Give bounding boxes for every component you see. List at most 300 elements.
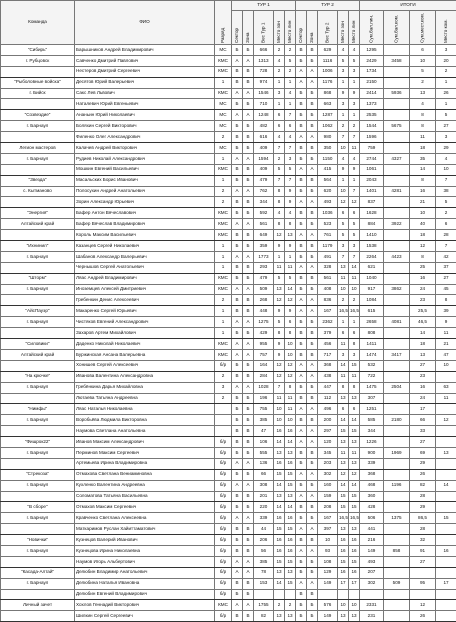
table-row (1, 600, 456, 611)
team-cell: "Созвездие" (1, 110, 75, 121)
sum-place-team-cell: 28 (410, 524, 436, 535)
weight2-cell: 1176 (318, 77, 338, 88)
place-line2-cell (349, 589, 360, 600)
team-cell: "Звезда" (1, 175, 75, 186)
zone2-cell: А (307, 545, 318, 556)
sum-bal-line-cell: 900 (360, 447, 384, 458)
weight2-cell: 408 (318, 284, 338, 295)
place-line1-cell: 16 (285, 426, 296, 437)
team-cell: г. Барнаул (1, 480, 75, 491)
place-team-cell: 26 (436, 88, 456, 99)
table-row (1, 480, 456, 491)
sum-place-team-cell: 26 (410, 469, 436, 480)
zone2-cell: В (307, 393, 318, 404)
participant-name: Делюбин Евгений Владимирович (75, 589, 215, 600)
weight2-cell: 159 (318, 491, 338, 502)
zone2-cell: А (307, 295, 318, 306)
sector2-cell: А (296, 295, 307, 306)
participant-name: Лютаева Татьяна Андреевна (75, 393, 215, 404)
zone2-cell: Б (307, 55, 318, 66)
sector1-cell: В (232, 230, 243, 241)
place-zone2-cell: 14 (338, 480, 349, 491)
sum-bal-line-cell: 493 (360, 556, 384, 567)
sector2-cell: А (296, 371, 307, 382)
rank-cell: 2 (215, 186, 232, 197)
team-cell: "Энергия" (1, 208, 75, 219)
weight2-cell: 1006 (318, 66, 338, 77)
table-row (1, 589, 456, 600)
sum-bal-team-cell (384, 208, 410, 219)
participant-name: Полосухин Андрей Анатольевич (75, 186, 215, 197)
participant-name: Мошкин Евгений Васильевич (75, 164, 215, 175)
place-team-cell (436, 502, 456, 513)
sum-bal-team-cell (384, 45, 410, 56)
rank-cell: 1 (215, 175, 232, 186)
place-team-cell: 13 (436, 447, 456, 458)
place-zone1-cell: 15 (274, 524, 285, 535)
weight2-cell: 415 (318, 164, 338, 175)
header-place-line-1: Место лин (285, 11, 296, 45)
zone1-cell: В (243, 578, 254, 589)
place-team-cell (436, 404, 456, 415)
team-cell (1, 66, 75, 77)
place-team-cell (436, 426, 456, 437)
place-line1-cell: 10 (285, 339, 296, 350)
place-zone2-cell (338, 589, 349, 600)
table-row (1, 469, 456, 480)
sum-bal-line-cell: 2331 (360, 600, 384, 611)
rank-cell: КМС (215, 55, 232, 66)
place-team-cell: 11 (436, 393, 456, 404)
participant-name: Буржинская Ансана Валерьевна (75, 349, 215, 360)
place-zone1-cell: 15 (274, 469, 285, 480)
place-line2-cell: 12 (349, 469, 360, 480)
sum-bal-team-cell (384, 556, 410, 567)
place-line1-cell: 9 (285, 186, 296, 197)
zone2-cell: А (307, 578, 318, 589)
zone2-cell: А (307, 197, 318, 208)
sector2-cell: А (296, 491, 307, 502)
sector2-cell: Б (296, 251, 307, 262)
place-line2-cell: 10 (349, 600, 360, 611)
zone2-cell: В (307, 45, 318, 56)
zone1-cell: В (243, 426, 254, 437)
weight2-cell: 120 (318, 437, 338, 448)
weight1-cell: 1248 (254, 110, 274, 121)
place-team-cell: 9 (436, 317, 456, 328)
table-row (1, 110, 456, 121)
sum-bal-line-cell: 1538 (360, 241, 384, 252)
place-line1-cell: 16 (285, 545, 296, 556)
table-row (1, 567, 456, 578)
zone1-cell: В (243, 77, 254, 88)
place-team-cell (436, 371, 456, 382)
sum-bal-line-cell: 615 (360, 306, 384, 317)
sum-place-team-cell: 86,5 (410, 513, 436, 524)
sum-place-team-cell: 27 (410, 437, 436, 448)
team-cell: Алтайский край (1, 219, 75, 230)
place-team-cell: 21 (436, 339, 456, 350)
place-team-cell: 5 (436, 197, 456, 208)
place-zone1-cell: 13 (274, 491, 285, 502)
place-line2-cell: 6 (349, 208, 360, 219)
sector1-cell: А (232, 600, 243, 611)
participant-name: Кравченко Светлана Алексеевна (75, 513, 215, 524)
sector2-cell: В (296, 328, 307, 339)
participant-name: Хохлов Геннадий Викторович (75, 600, 215, 611)
rank-cell: б/р (215, 513, 232, 524)
rank-cell: б/р (215, 578, 232, 589)
sum-bal-team-cell (384, 241, 410, 252)
sector1-cell: В (232, 132, 243, 143)
team-cell (1, 164, 75, 175)
place-zone1-cell: 12 (274, 230, 285, 241)
place-zone1-cell: 13 (274, 284, 285, 295)
sum-bal-line-cell: 884 (360, 219, 384, 230)
header-name: ФИО (75, 1, 215, 45)
table-row (1, 273, 456, 284)
place-zone2-cell: 13 (338, 458, 349, 469)
place-zone2-cell: 13 (338, 393, 349, 404)
place-line1-cell: 7 (285, 110, 296, 121)
place-line2-cell: 9 (349, 164, 360, 175)
sector1-cell: В (232, 262, 243, 273)
rank-cell: 2 (215, 197, 232, 208)
place-line1-cell: 4 (285, 208, 296, 219)
participant-name: Рудиев Николай Александрович (75, 153, 215, 164)
place-line2-cell: 6 (349, 328, 360, 339)
team-cell (1, 458, 75, 469)
participant-name: Боляхин Сергей Викторович (75, 121, 215, 132)
place-line2-cell: 13 (349, 458, 360, 469)
weight2-cell: 167 (318, 306, 338, 317)
participant-name: Калачев Андрей Викторович (75, 143, 215, 154)
weight2-cell: 1062 (318, 121, 338, 132)
weight2-cell: 149 (318, 611, 338, 622)
place-line2-cell: 7 (349, 251, 360, 262)
sum-bal-team-cell: 3922 (384, 219, 410, 230)
place-zone2-cell: 16,5 (338, 513, 349, 524)
place-line1-cell: 5 (285, 55, 296, 66)
place-line1-cell: 4 (285, 132, 296, 143)
weight2-cell: 620 (318, 186, 338, 197)
weight1-cell: 757 (254, 349, 274, 360)
weight1-cell: 710 (254, 99, 274, 110)
sum-bal-team-cell (384, 426, 410, 437)
rank-cell: КМС (215, 164, 232, 175)
rank-cell: КМС (215, 219, 232, 230)
zone2-cell: Б (307, 110, 318, 121)
sum-bal-line-cell: 302 (360, 578, 384, 589)
sum-bal-team-cell: 5936 (384, 88, 410, 99)
sum-place-team-cell: 28 (410, 491, 436, 502)
zone2-cell: А (307, 404, 318, 415)
sector1-cell: Б (232, 502, 243, 513)
zone1-cell: А (243, 458, 254, 469)
participant-name: Ляас Наталья Николаевна (75, 404, 215, 415)
place-line1-cell: 8 (285, 382, 296, 393)
rank-cell: МС (215, 110, 232, 121)
weight2-cell: 1150 (318, 153, 338, 164)
place-zone1-cell: 12 (274, 295, 285, 306)
place-team-cell: 14 (436, 480, 456, 491)
zone2-cell: Б (307, 153, 318, 164)
sum-place-team-cell: 24 (410, 393, 436, 404)
sum-bal-line-cell: 1475 (360, 382, 384, 393)
sum-bal-line-cell: 2264 (360, 251, 384, 262)
weight1-cell: 762 (254, 186, 274, 197)
sum-bal-line-cell: 506 (360, 513, 384, 524)
participant-name: Иванова Валентина Александровна (75, 371, 215, 382)
team-cell: г. Барнаул (1, 545, 75, 556)
place-zone1-cell: 5 (274, 273, 285, 284)
zone1-cell: В (243, 306, 254, 317)
sum-bal-line-cell (360, 589, 384, 600)
sector2-cell: В (296, 415, 307, 426)
header-zone-2: Зона (307, 11, 318, 45)
zone1-cell: А (243, 110, 254, 121)
sum-place-team-cell: 8 (410, 175, 436, 186)
rank-cell: 1 (215, 241, 232, 252)
weight2-cell: 456 (318, 339, 338, 350)
place-zone2-cell: 10 (338, 186, 349, 197)
sum-bal-team-cell: 858 (384, 545, 410, 556)
zone1-cell: Б (243, 175, 254, 186)
place-line1-cell: 9 (285, 306, 296, 317)
sum-bal-line-cell: 1596 (360, 132, 384, 143)
place-zone2-cell: 15 (338, 556, 349, 567)
sum-bal-line-cell: 1628 (360, 208, 384, 219)
sum-bal-line-cell: 231 (360, 611, 384, 622)
place-line2-cell: 1 (349, 110, 360, 121)
rank-cell: 2 (215, 132, 232, 143)
weight1-cell: 1313 (254, 55, 274, 66)
place-zone2-cell: 3 (338, 349, 349, 360)
table-row (1, 360, 456, 371)
sum-bal-team-cell (384, 143, 410, 154)
sector1-cell: А (232, 480, 243, 491)
place-line1-cell: 8 (285, 328, 296, 339)
place-line1-cell: 13 (285, 491, 296, 502)
rank-cell: 1 (215, 317, 232, 328)
rank-cell: б/р (215, 556, 232, 567)
weight1-cell: 206 (254, 535, 274, 546)
place-zone1-cell: 8 (274, 197, 285, 208)
weight2-cell: 1036 (318, 208, 338, 219)
sum-place-team-cell: 46,5 (410, 317, 436, 328)
sum-place-team-cell: 12 (410, 241, 436, 252)
sector1-cell: А (232, 556, 243, 567)
table-row (1, 328, 456, 339)
sum-place-team-cell: 8 (410, 110, 436, 121)
zone1-cell: А (243, 284, 254, 295)
weight1-cell: 220 (254, 502, 274, 513)
weight2-cell: 1116 (318, 55, 338, 66)
weight2-cell: 980 (318, 132, 338, 143)
sum-bal-team-cell: 4081 (384, 317, 410, 328)
weight2-cell: 447 (318, 382, 338, 393)
table-row (1, 186, 456, 197)
place-zone2-cell: 11 (338, 339, 349, 350)
sum-bal-team-cell (384, 77, 410, 88)
header-place-zone-2: Место зон (338, 11, 349, 45)
place-zone1-cell: 7 (274, 382, 285, 393)
place-team-cell: 7 (436, 175, 456, 186)
sector2-cell: Б (296, 219, 307, 230)
zone2-cell: В (307, 502, 318, 513)
zone1-cell: А (243, 556, 254, 567)
zone2-cell: Б (307, 186, 318, 197)
place-line2-cell: 5 (349, 230, 360, 241)
zone2-cell: В (307, 121, 318, 132)
rank-cell: МС (215, 99, 232, 110)
sum-place-team-cell: 32 (410, 535, 436, 546)
place-team-cell (436, 458, 456, 469)
place-team-cell: 38 (436, 186, 456, 197)
place-team-cell: 1 (436, 99, 456, 110)
weight2-cell: 663 (318, 99, 338, 110)
weight2-cell: 108 (318, 556, 338, 567)
weight1-cell: 479 (254, 175, 274, 186)
sum-bal-line-cell: 1040 (360, 273, 384, 284)
place-line1-cell: 11 (285, 262, 296, 273)
sum-place-team-cell: 10 (410, 55, 436, 66)
participant-name: Соломатова Татьяна Васильевна (75, 491, 215, 502)
participant-name: Отмахов Максим Сергеевич (75, 502, 215, 513)
sector2-cell: В (296, 175, 307, 186)
zone1-cell: В (243, 524, 254, 535)
rank-cell: КМС (215, 66, 232, 77)
place-line1-cell: 16 (285, 535, 296, 546)
table-row (1, 153, 456, 164)
sector1-cell: В (232, 491, 243, 502)
weight2-cell: 129 (318, 567, 338, 578)
zone2-cell: В (307, 273, 318, 284)
zone2-cell: В (307, 415, 318, 426)
weight2-cell: 564 (318, 175, 338, 186)
sector2-cell: В (296, 45, 307, 56)
weight1-cell: 1773 (254, 251, 274, 262)
place-team-cell (436, 611, 456, 622)
place-zone2-cell: 15 (338, 426, 349, 437)
zone1-cell: В (243, 230, 254, 241)
place-line1-cell: 15 (285, 578, 296, 589)
zone2-cell: А (307, 524, 318, 535)
place-zone2-cell: 3 (338, 99, 349, 110)
participant-name: Воробьёва Людмила Викторовна (75, 415, 215, 426)
zone1-cell: А (243, 480, 254, 491)
table-row (1, 317, 456, 328)
place-zone2-cell: 5 (338, 230, 349, 241)
place-team-cell: 28 (436, 230, 456, 241)
weight2-cell: 493 (318, 197, 338, 208)
sum-bal-team-cell (384, 567, 410, 578)
weight1-cell: 339 (254, 513, 274, 524)
weight1-cell: 974 (254, 77, 274, 88)
place-zone1-cell: 4 (274, 208, 285, 219)
place-team-cell: 17 (436, 578, 456, 589)
sector1-cell: Б (232, 415, 243, 426)
zone2-cell: В (307, 143, 318, 154)
zone1-cell: А (243, 567, 254, 578)
place-zone2-cell: 3 (338, 241, 349, 252)
team-cell: г. Барнаул (1, 415, 75, 426)
rank-cell: 1 (215, 251, 232, 262)
weight2-cell: 203 (318, 458, 338, 469)
zone2-cell: Б (307, 88, 318, 99)
weight2-cell: 836 (318, 295, 338, 306)
weight1-cell: 78 (254, 567, 274, 578)
sector2-cell: Б (296, 480, 307, 491)
sector2-cell: В (296, 535, 307, 546)
place-line2-cell: 10 (349, 284, 360, 295)
team-cell: "Касада-Алтай" (1, 567, 75, 578)
place-zone1-cell: 13 (274, 611, 285, 622)
sum-bal-line-cell: 1251 (360, 404, 384, 415)
sector1-cell: Б (232, 45, 243, 56)
place-zone2-cell: 4 (338, 153, 349, 164)
sum-bal-line-cell: 307 (360, 393, 384, 404)
place-line2-cell: 1 (349, 77, 360, 88)
place-zone2-cell: 1 (338, 175, 349, 186)
place-zone1-cell: 7 (274, 143, 285, 154)
participant-name: Шилкин Сергей Сергеевич (75, 611, 215, 622)
place-zone2-cell: 2 (338, 121, 349, 132)
place-line1-cell: 14 (285, 437, 296, 448)
table-row (1, 524, 456, 535)
place-line1-cell: 1 (285, 77, 296, 88)
rank-cell (215, 404, 232, 415)
sum-place-team-cell: 4 (410, 99, 436, 110)
header-place-team: Место ком. (436, 11, 456, 45)
weight2-cell: 1287 (318, 110, 338, 121)
sum-place-team-cell: 18 (410, 143, 436, 154)
sum-bal-team-cell: 509 (384, 578, 410, 589)
table-row (1, 284, 456, 295)
sector1-cell: В (232, 197, 243, 208)
zone1-cell: В (243, 611, 254, 622)
place-line2-cell: 14 (349, 262, 360, 273)
place-team-cell: 10 (436, 360, 456, 371)
team-cell: г. Бийск (1, 88, 75, 99)
sector1-cell: А (232, 317, 243, 328)
sector2-cell: В (296, 393, 307, 404)
place-line2-cell: 16 (349, 567, 360, 578)
rank-cell: 1 (215, 328, 232, 339)
team-cell (1, 230, 75, 241)
participant-name: Наумова Светлана Анатольевна (75, 426, 215, 437)
sum-bal-line-cell: 149 (360, 545, 384, 556)
sum-bal-team-cell: 1969 (384, 447, 410, 458)
place-line1-cell: 2 (285, 66, 296, 77)
table-row (1, 88, 456, 99)
weight1-cell: 482 (254, 121, 274, 132)
rank-cell: КМС (215, 339, 232, 350)
sum-bal-team-cell: 4281 (384, 186, 410, 197)
participant-name: Артемьева Ирина Владимировна (75, 458, 215, 469)
team-cell: г. Рубцовск (1, 55, 75, 66)
weight2-cell (318, 589, 338, 600)
weight2-cell: 2362 (318, 317, 338, 328)
zone2-cell: А (307, 262, 318, 273)
place-zone2-cell: 15 (338, 502, 349, 513)
sector2-cell: Б (296, 611, 307, 622)
place-zone2-cell: 10 (338, 600, 349, 611)
place-line1-cell: 14 (285, 502, 296, 513)
place-zone1-cell: 1 (274, 99, 285, 110)
sector1-cell: А (232, 458, 243, 469)
place-line1-cell: 9 (285, 241, 296, 252)
